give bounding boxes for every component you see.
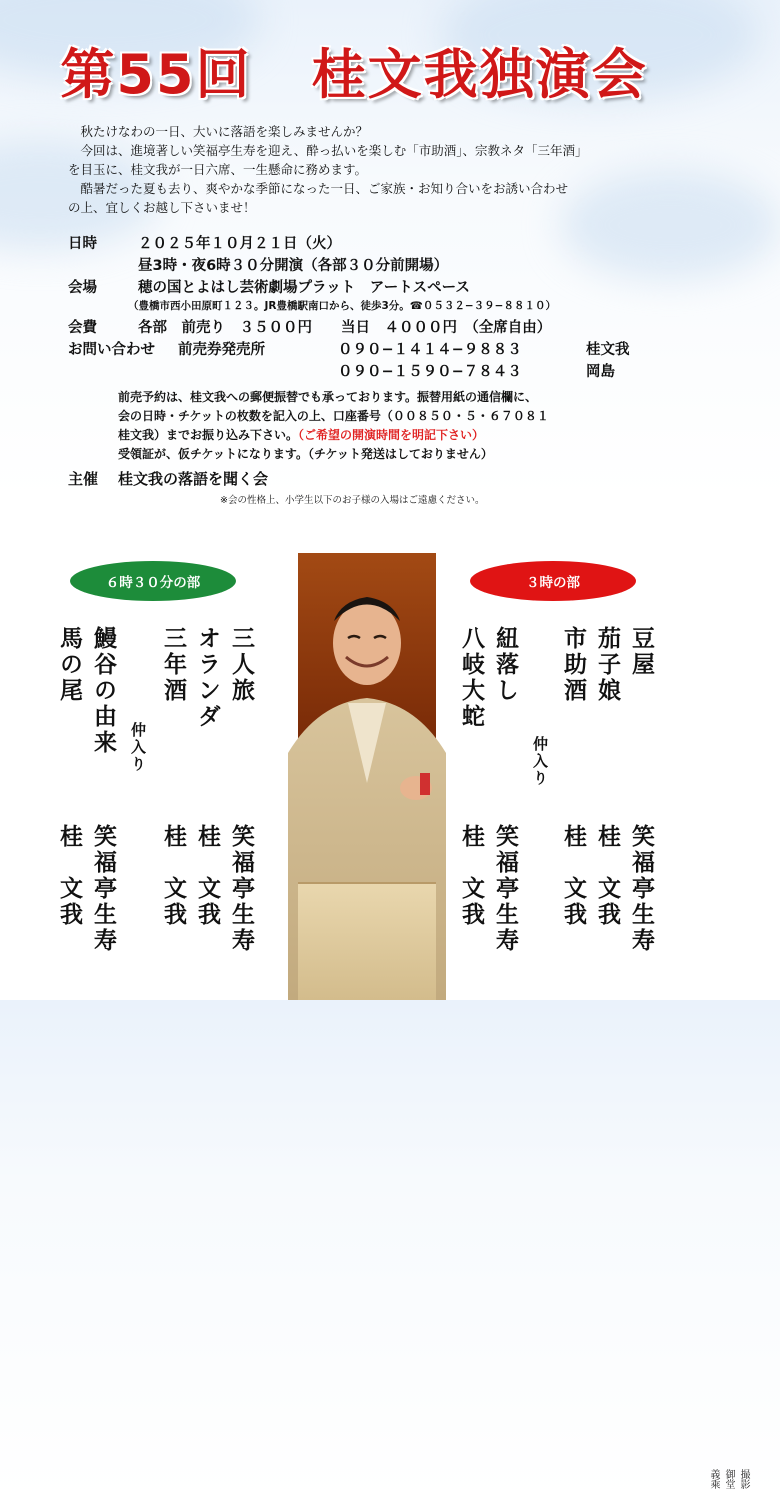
advance-ticket-note xyxy=(118,388,638,464)
phone-contact-name: 岡島 xyxy=(586,364,615,380)
note-highlight: （ご希望の開演時間を明記下さい） xyxy=(298,428,485,442)
program-title: 市助酒 xyxy=(560,626,587,704)
phone-number: ０９０−１５９０−７８４３ xyxy=(338,364,522,380)
performer-name: 笑福亭生寿 xyxy=(492,824,519,954)
event-date: ２０２５年１０月２１日（火） xyxy=(138,236,341,252)
age-restriction-notice: ※会の性格上、小学生以下のお子様の入場はご遠慮ください。 xyxy=(220,495,485,506)
performer-name: 桂 文我 xyxy=(458,824,485,928)
program-title: 鰻谷の由来 xyxy=(90,626,117,756)
intro-line: 秋たけなわの一日、大いに落語を楽しみませんか？ xyxy=(80,124,369,139)
program-title: 八岐大蛇 xyxy=(458,626,485,730)
date-label: 日時 xyxy=(68,236,97,252)
intro-line: 酷暑だった夏も去り、爽やかな季節になった一日、ご家族・お知り合いをお誘い合わせ xyxy=(80,181,569,196)
program-title: 豆屋 xyxy=(628,626,655,678)
organizer xyxy=(68,468,268,489)
phone-number: ０９０−１４１４−９８８３ xyxy=(338,342,522,358)
contact-place: 前売券発売所 xyxy=(178,342,265,358)
program-title: 三年酒 xyxy=(160,626,187,704)
organizer-name: 桂文我の落語を聞く会 xyxy=(118,470,269,488)
performer-name: 笑福亭生寿 xyxy=(628,824,655,954)
fee-label: 会費 xyxy=(68,320,97,336)
intermission: 仲入り xyxy=(531,736,549,787)
photo-credit: 撮影 御堂義乘 xyxy=(708,1469,749,1489)
event-venue: 穂の国とよはし芸術劇場プラット アートスペース xyxy=(138,280,470,296)
performer-name: 桂 文我 xyxy=(560,824,587,928)
intro-line: を目玉に、桂文我が一日六席、一生懸命に務めます。 xyxy=(68,162,368,177)
performer-name: 笑福亭生寿 xyxy=(90,824,117,954)
program-title: 三人旅 xyxy=(228,626,255,704)
performer-name: 桂 文我 xyxy=(194,824,221,928)
organizer-label: 主催 xyxy=(68,470,99,488)
program-title: 馬の尾 xyxy=(56,626,83,704)
intro-line: 今回は、進境著しい笑福亭生寿を迎え、酔っ払いを楽しむ「市助酒」、宗教ネタ「三年酒」 xyxy=(80,143,588,158)
performer-illustration xyxy=(298,553,436,1000)
title-edition: 第55回 xyxy=(60,43,252,106)
event-info xyxy=(68,232,668,382)
performer-name: 笑福亭生寿 xyxy=(228,824,255,954)
venue-address: （豊橋市西小田原町１２３。JR豊橋駅南口から、徒歩3分。☎０５３２−３９−８８１０） xyxy=(128,300,556,312)
phone-contact-name: 桂文我 xyxy=(586,342,630,358)
performer-name: 桂 文我 xyxy=(56,824,83,928)
title-event: 桂文我独演会 xyxy=(311,43,648,106)
event-fee: 各部 前売り ３５００円 当日 ４０００円 （全席自由） xyxy=(138,320,552,336)
program-title: 紐落し xyxy=(492,626,519,704)
program-title: オランダ xyxy=(194,626,221,730)
venue-label: 会場 xyxy=(68,280,97,296)
evening-session-badge: ６時３０分の部 xyxy=(70,561,236,601)
afternoon-session-badge: ３時の部 xyxy=(470,561,636,601)
contact-label: お問い合わせ xyxy=(68,342,155,358)
note-line: 受領証が、仮チケットになります。（チケット発送はしておりません） xyxy=(118,447,493,461)
intro-text xyxy=(68,122,648,217)
intro-line: の上、宜しくお越し下さいませ！ xyxy=(68,200,256,215)
program-title: 茄子娘 xyxy=(594,626,621,704)
page-title xyxy=(0,32,708,109)
note-line: 会の日時・チケットの枚数を記入の上、口座番号（００８５０・５・６７０８１ xyxy=(118,409,549,423)
note-line: 桂文我）までお振り込み下さい。 xyxy=(118,428,299,442)
intermission: 仲入り xyxy=(129,722,147,773)
performer-name: 桂 文我 xyxy=(594,824,621,928)
note-line: 前売予約は、桂文我への郵便振替でも承っております。振替用紙の通信欄に、 xyxy=(118,390,538,404)
performer-name: 桂 文我 xyxy=(160,824,187,928)
event-time: 昼3時・夜6時３０分開演（各部３０分前開場） xyxy=(138,258,449,274)
